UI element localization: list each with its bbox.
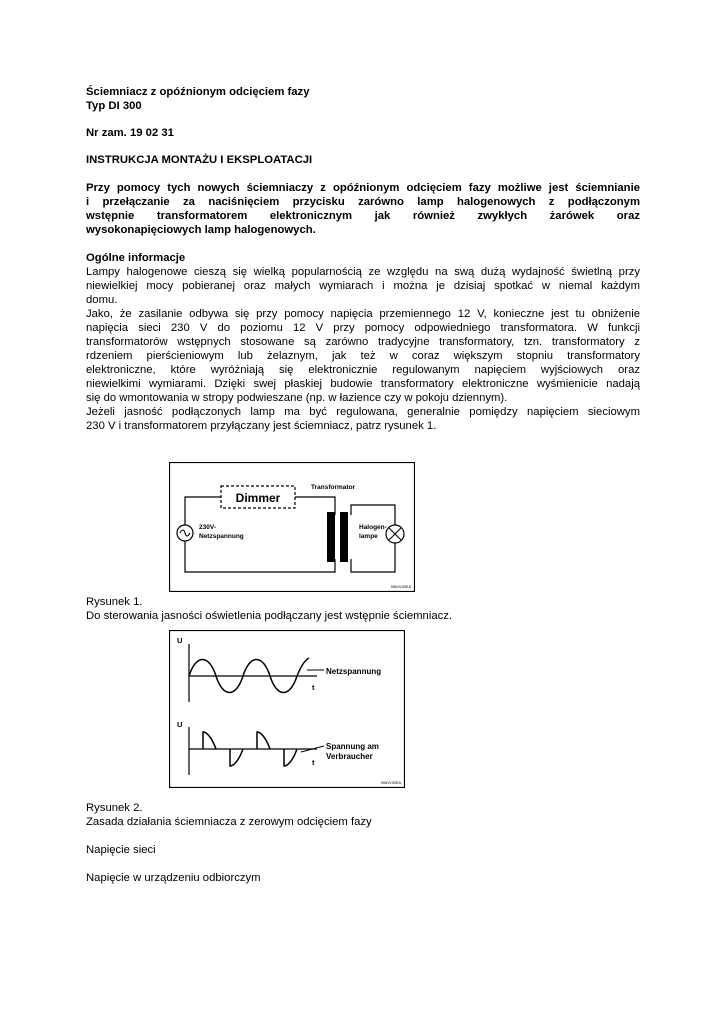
body-line: domu.	[86, 294, 118, 306]
top-u-label: U	[177, 636, 183, 645]
lamp-label-line2: lampe	[359, 533, 378, 540]
figure2-caption: Rysunek 2.	[86, 802, 143, 814]
body-line: się do wmontowania w stropy podwieszane (np. w łazience czy w pokoju dziennym).	[86, 392, 508, 404]
figure-frame	[170, 631, 405, 788]
intro-line: i przełączanie za naciśnięciem przycisku zarówno lamp halogenowych z podłączonym	[86, 196, 640, 208]
figure2-code: 9961V09EA	[380, 781, 401, 785]
bottom-t-label: t	[312, 758, 315, 767]
waveform-diagram	[169, 630, 405, 788]
transformer-coil-right	[340, 512, 348, 562]
order-number: Nr zam. 19 02 31	[86, 127, 174, 139]
body-line: Jeżeli jasność podłączonych lamp ma być regulowana, generalnie pomiędzy napięciem sieciowym	[86, 406, 640, 418]
figure1-code: 9961V00EA	[390, 585, 411, 589]
body-line: Jako, że zasilanie odbywa się przy pomocy napięcia przemiennego 12 V, konieczne jest tu obniżenie	[86, 308, 640, 320]
section-heading: Ogólne informacje	[86, 252, 186, 264]
title-line1: Ściemniacz z opóźnionym odcięciem fazy	[86, 86, 310, 98]
dimmer-label: Dimmer	[235, 491, 281, 505]
mains-voltage-label: 230V-	[199, 524, 216, 531]
top-t-label: t	[312, 683, 315, 692]
main-heading: INSTRUKCJA MONTAŻU I EKSPLOATACJI	[86, 154, 313, 166]
note-load-voltage: Napięcie w urządzeniu odbiorczym	[86, 872, 261, 884]
note-mains-voltage: Napięcie sieci	[86, 844, 156, 856]
body-line: rdzeniem pierścieniowym lub żelaznym, jak też w coraz większym stopniu transformatory	[86, 350, 640, 362]
body-line: transformatorów wstępnych stosowane są zarówno tradycyjne transformatory, tzn. transformatory z	[86, 336, 640, 348]
body-line: 230 V i transformatorem przyłączany jest ściemniacz, patrz rysunek 1.	[86, 420, 437, 432]
lamp-label-line1: Halogen-	[359, 524, 387, 531]
load-wave-label-line1: Spannung am	[326, 742, 379, 751]
transformer-coil-left	[327, 512, 335, 562]
body-line: niewielkimi wymiarami. Dzięki swej płaskiej budowie transformatory elektroniczne wyśmienicie nadają	[86, 378, 640, 390]
intro-line: wstępnie transformatorem elektronicznym jak również zwykłych żarówek oraz	[86, 210, 640, 222]
intro-line: wysokonapięciowych lamp halogenowych.	[86, 224, 316, 236]
body-line: niewielkiej mocy pobieranej oraz małych wymiarach i można je dzisiaj spotkać w niemal każdym	[86, 280, 640, 292]
body-line: napięcia sieci 230 V do poziomu 12 V przy pomocy odpowiedniego transformatora. W funkcji	[86, 322, 640, 334]
bottom-u-label: U	[177, 720, 183, 729]
circuit-diagram	[169, 462, 415, 592]
body-line: Lampy halogenowe cieszą się wielką popularnością ze względu na swą dużą wydajność świetlną przy	[86, 266, 640, 278]
transformer-label: Transformator	[311, 484, 356, 491]
figure2-description: Zasada działania ściemniacza z zerowym odcięciem fazy	[86, 816, 372, 828]
body-line: elektroniczne, które wyróżniają się elektronicznie regulowanym napięciem wyjściowych oraz	[86, 364, 640, 376]
figure1-caption: Rysunek 1.	[86, 596, 143, 608]
load-wave-label-line2: Verbraucher	[326, 752, 373, 761]
figure-1-circuit	[169, 462, 415, 592]
intro-line: Przy pomocy tych nowych ściemniaczy z opóźnionym odcięciem fazy możliwe jest ściemnianie	[86, 182, 640, 194]
title-line2: Typ DI 300	[86, 100, 142, 112]
mains-label: Netzspannung	[199, 533, 244, 540]
figure1-description: Do sterowania jasności oświetlenia podłączany jest wstępnie ściemniacz.	[86, 610, 453, 622]
figure-2-waveforms	[169, 630, 405, 788]
mains-wave-label: Netzspannung	[326, 667, 382, 676]
